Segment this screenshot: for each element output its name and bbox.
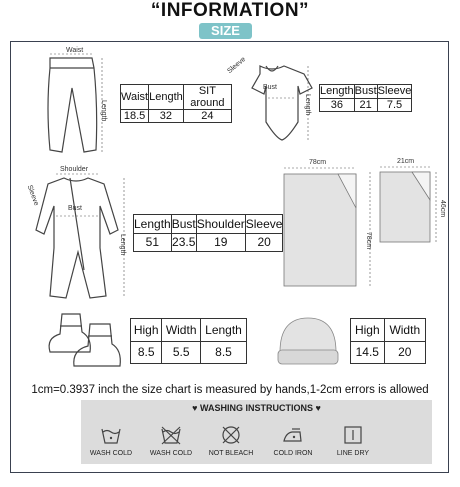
pants-length-label: Length <box>100 100 107 122</box>
bodysuit-size-table <box>319 84 412 112</box>
table-row <box>320 85 412 99</box>
table-header-cell: Bust <box>171 215 196 234</box>
table-cell: 21 <box>354 98 377 112</box>
table-header-cell: High <box>131 319 162 342</box>
page-title: “INFORMATION” <box>150 0 310 21</box>
bib-width-label: 21cm <box>397 158 415 165</box>
wash-cold-icon <box>100 425 122 445</box>
table-row <box>351 319 426 342</box>
table-header-cell: Sleeve <box>377 85 412 98</box>
table-row <box>121 110 232 123</box>
wash-label: LINE DRY <box>336 450 370 457</box>
table-row <box>320 98 412 112</box>
bodysuit-bust-label: Bust <box>263 84 278 91</box>
romper-size-table <box>133 214 283 252</box>
romper-bust-label: Bust <box>68 205 83 212</box>
table-cell: 20 <box>245 233 283 252</box>
table-header-cell: High <box>351 319 385 342</box>
table-cell: 51 <box>134 233 172 252</box>
blanket-width-label: 78cm <box>309 159 327 166</box>
table-cell: 7.5 <box>377 98 412 112</box>
wash-label: NOT BLEACH <box>208 450 254 457</box>
blanket-height-label: 78cm <box>365 232 372 250</box>
pants-size-table <box>120 84 232 123</box>
size-badge: SIZE <box>199 23 252 39</box>
table-row <box>134 233 283 252</box>
table-cell: 19 <box>196 233 245 252</box>
table-header-cell: Length <box>134 215 172 234</box>
hat-illustration <box>272 312 342 372</box>
table-header-cell: Width <box>162 319 201 342</box>
table-row <box>121 85 232 110</box>
table-cell: 18.5 <box>121 110 149 123</box>
hat-size-table <box>350 318 426 364</box>
wash-label: WASH COLD <box>149 450 193 457</box>
bodysuit-length-label: Length <box>304 94 311 116</box>
cold-iron-icon <box>282 425 304 445</box>
booties-illustration <box>40 308 125 378</box>
do-not-bleach-tub-icon <box>160 425 182 445</box>
table-cell: 23.5 <box>171 233 196 252</box>
table-header-cell: Bust <box>354 85 377 98</box>
booties-size-table <box>130 318 247 364</box>
blanket-illustration <box>280 162 380 292</box>
washing-instructions-title: ♥ WASHING INSTRUCTIONS ♥ <box>192 403 321 413</box>
wash-label: COLD IRON <box>273 450 313 457</box>
line-dry-icon <box>342 425 364 445</box>
romper-sleeve-label: Sleeve <box>25 184 40 207</box>
not-bleach-icon <box>220 425 242 445</box>
pants-waist-label: Waist <box>66 47 84 54</box>
table-row <box>134 215 283 234</box>
table-cell: 5.5 <box>162 341 201 364</box>
table-header-cell: Length <box>149 85 184 110</box>
table-row <box>131 341 247 364</box>
bodysuit-sleeve-label: Sleeve <box>226 55 248 76</box>
bib-height-label: 46cm <box>439 200 446 218</box>
wash-label: WASH COLD <box>89 450 133 457</box>
table-header-cell: Length <box>200 319 246 342</box>
table-header-cell: Width <box>384 319 425 342</box>
table-cell: 36 <box>320 98 355 112</box>
table-cell: 14.5 <box>351 341 385 364</box>
table-header-cell: Sleeve <box>245 215 283 234</box>
table-cell: 32 <box>149 110 184 123</box>
table-cell: 24 <box>183 110 231 123</box>
table-header-cell: SIT around <box>183 85 231 110</box>
table-row <box>351 341 426 364</box>
table-cell: 8.5 <box>131 341 162 364</box>
table-header-cell: Length <box>320 85 354 98</box>
romper-length-label: Length <box>119 234 126 256</box>
table-header-cell: Shoulder <box>196 215 245 234</box>
measurement-note: 1cm=0.3937 inch the size chart is measured by hands,1-2cm errors is allowed <box>31 384 429 396</box>
table-header-cell: Waist <box>121 85 149 110</box>
table-row <box>131 319 247 342</box>
table-cell: 20 <box>384 341 425 364</box>
bib-illustration <box>374 160 444 250</box>
romper-shoulder-label: Shoulder <box>60 166 89 173</box>
table-cell: 8.5 <box>200 341 246 364</box>
